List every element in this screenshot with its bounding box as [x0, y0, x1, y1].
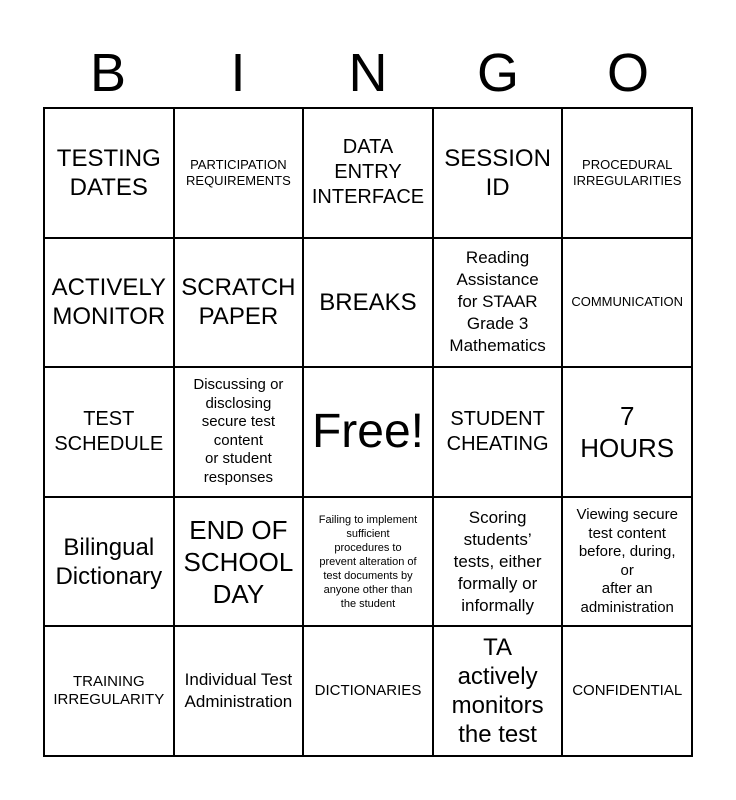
bingo-cell-text: Free!: [311, 404, 424, 458]
bingo-cell[interactable]: [45, 239, 175, 369]
bingo-cell-text: Discussing or disclosing secure test content or student responses: [193, 376, 284, 486]
bingo-cell-text: PROCEDURAL IRREGULARITIES: [573, 156, 682, 188]
bingo-cell-text: Bilingual Dictionary: [55, 533, 163, 590]
bingo-cell-text: TRAINING IRREGULARITY: [53, 672, 165, 709]
header-letter-b: B: [89, 43, 127, 103]
bingo-cell-text: BREAKS: [319, 288, 417, 316]
bingo-cell-text: CONFIDENTIAL: [572, 681, 683, 699]
bingo-cell[interactable]: [434, 498, 564, 628]
bingo-cell[interactable]: [45, 498, 175, 628]
header-letter-g: G: [476, 43, 519, 103]
bingo-cell[interactable]: [304, 239, 434, 369]
bingo-cell[interactable]: [434, 627, 564, 757]
bingo-cell-text: Individual Test Administration: [184, 670, 293, 712]
bingo-cell[interactable]: [563, 368, 693, 498]
bingo-cell-text: COMMUNICATION: [571, 294, 684, 310]
bingo-cell[interactable]: [434, 109, 564, 239]
bingo-cell[interactable]: [304, 109, 434, 239]
bingo-cell-text: DATA ENTRY INTERFACE: [311, 136, 425, 209]
bingo-cell-text: DICTIONARIES: [314, 681, 422, 699]
bingo-cell-text: ACTIVELY MONITOR: [51, 274, 166, 331]
bingo-cell-text: Reading Assistance for STAAR Grade 3 Mathematics: [449, 248, 546, 356]
bingo-cell[interactable]: [45, 368, 175, 498]
bingo-cell[interactable]: [45, 109, 175, 239]
bingo-cell[interactable]: [304, 627, 434, 757]
bingo-cell[interactable]: [175, 239, 305, 369]
bingo-cell-text: TA actively monitors the test: [451, 634, 544, 749]
bingo-cell-text: PARTICIPATION REQUIREMENTS: [186, 156, 291, 188]
bingo-header: [43, 40, 693, 106]
bingo-cell-text: SESSION ID: [444, 144, 551, 201]
free-space-cell[interactable]: [304, 368, 434, 498]
bingo-cell-text: Scoring students’ tests, either formally or informally: [453, 507, 542, 615]
bingo-cell[interactable]: [563, 498, 693, 628]
bingo-cell[interactable]: [434, 239, 564, 369]
header-letter-o: O: [606, 43, 649, 103]
header-letter-i: I: [230, 43, 246, 103]
bingo-cell[interactable]: [175, 109, 305, 239]
bingo-cell[interactable]: [563, 627, 693, 757]
bingo-cell-text: Failing to implement sufficient procedures to prevent alteration of test documents by anyone other than the student: [318, 513, 418, 610]
bingo-cell-text: TEST SCHEDULE: [54, 407, 164, 455]
header-letter-n: N: [348, 43, 388, 103]
bingo-cell-text: END OF SCHOOL DAY: [183, 514, 294, 609]
bingo-cell-text: Viewing secure test content before, during, or after an administration: [576, 506, 678, 616]
bingo-card-grid: [43, 107, 693, 757]
bingo-cell[interactable]: [434, 368, 564, 498]
bingo-cell[interactable]: [175, 627, 305, 757]
bingo-cell-text: STUDENT CHEATING: [446, 407, 549, 455]
bingo-cell[interactable]: [304, 498, 434, 628]
bingo-cell[interactable]: [563, 109, 693, 239]
bingo-cell-text: TESTING DATES: [56, 144, 161, 201]
bingo-cell-text: SCRATCH PAPER: [181, 274, 296, 331]
bingo-cell[interactable]: [175, 368, 305, 498]
bingo-cell[interactable]: [563, 239, 693, 369]
bingo-cell[interactable]: [175, 498, 305, 628]
bingo-cell[interactable]: [45, 627, 175, 757]
bingo-cell-text: 7 HOURS: [580, 400, 675, 463]
